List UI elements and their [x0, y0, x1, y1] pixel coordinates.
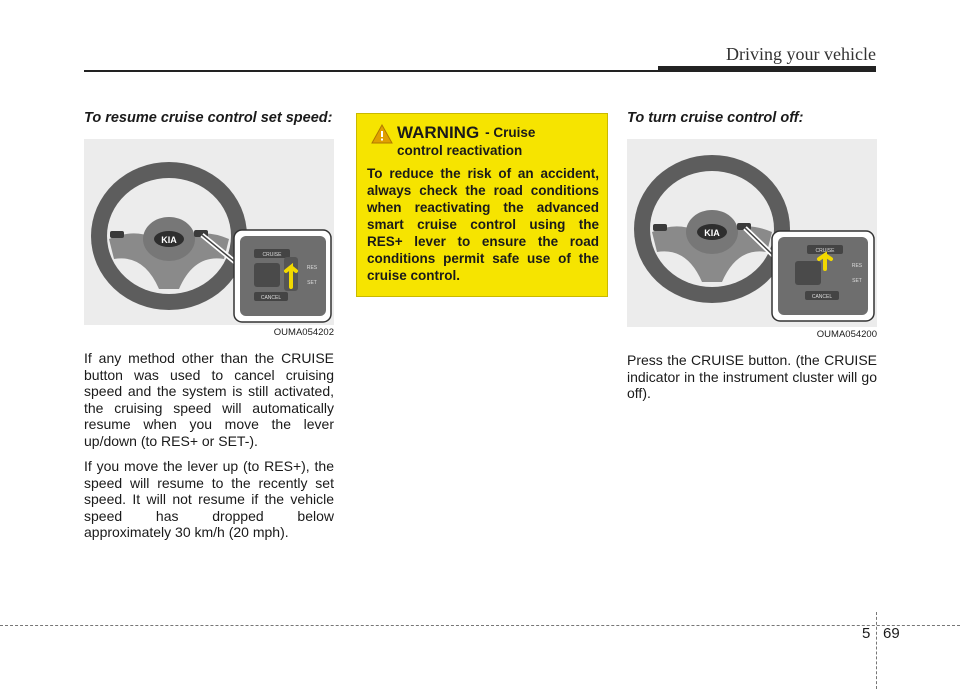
steering-wheel-illustration-2 [627, 139, 877, 327]
figure-id-off: OUMA054200 [816, 329, 877, 340]
right-column [627, 110, 877, 402]
resume-paragraph-1: If any method other than the CRUISE button was used to cancel cruising speed and the system is still activated, the cruising speed will automatically resume when you move the lever up/down (to RES+ or SET-). [84, 350, 334, 449]
cruise-button-label: CRUISE [262, 252, 282, 258]
warning-triangle-icon [371, 124, 393, 144]
page-divider [876, 612, 877, 689]
set-label: SET [307, 280, 317, 286]
steering-wheel-figure-resume [84, 139, 334, 325]
running-header: Driving your vehicle [726, 44, 876, 64]
brand-logo-text-2: KIA [704, 228, 720, 238]
cruise-button-label-2: CRUISE [815, 248, 835, 254]
steering-wheel-figure-off [627, 139, 877, 327]
brand-logo-text: KIA [161, 235, 177, 245]
res-label: RES [306, 265, 318, 271]
figure-id-resume: OUMA054202 [273, 327, 334, 338]
warning-subtitle-a: - Cruise [485, 125, 536, 140]
set-label-2: SET [852, 278, 862, 284]
header-rule-accent [658, 66, 876, 72]
warning-box [356, 113, 608, 297]
page-number: 69 [883, 625, 900, 642]
chapter-number: 5 [862, 625, 871, 642]
off-heading: To turn cruise control off: [627, 110, 804, 126]
footer-rule [0, 625, 960, 626]
resume-heading: To resume cruise control set speed: [84, 110, 333, 126]
warning-subtitle-b: control reactivation [397, 143, 523, 158]
cancel-button-label-2: CANCEL [811, 294, 833, 300]
middle-column [356, 113, 606, 297]
cancel-button-label: CANCEL [260, 295, 282, 301]
warning-text: To reduce the risk of an accident, always check the road conditions when reactivating the advanced smart cruise control using the RES+ lever to ensure the road conditions permit safe use of the cruise control. [367, 166, 599, 283]
off-paragraph: Press the CRUISE button. (the CRUISE indicator in the instrument cluster will go off). [627, 352, 877, 401]
left-column [84, 110, 334, 541]
resume-paragraph-2: If you move the lever up (to RES+), the speed will resume to the recently set speed. It will not resume if the vehicle speed has dropped below approximately 30 km/h (20 mph). [84, 458, 334, 540]
res-label-2: RES [851, 263, 863, 269]
warning-title: WARNING [397, 123, 480, 142]
steering-wheel-illustration [84, 139, 334, 325]
